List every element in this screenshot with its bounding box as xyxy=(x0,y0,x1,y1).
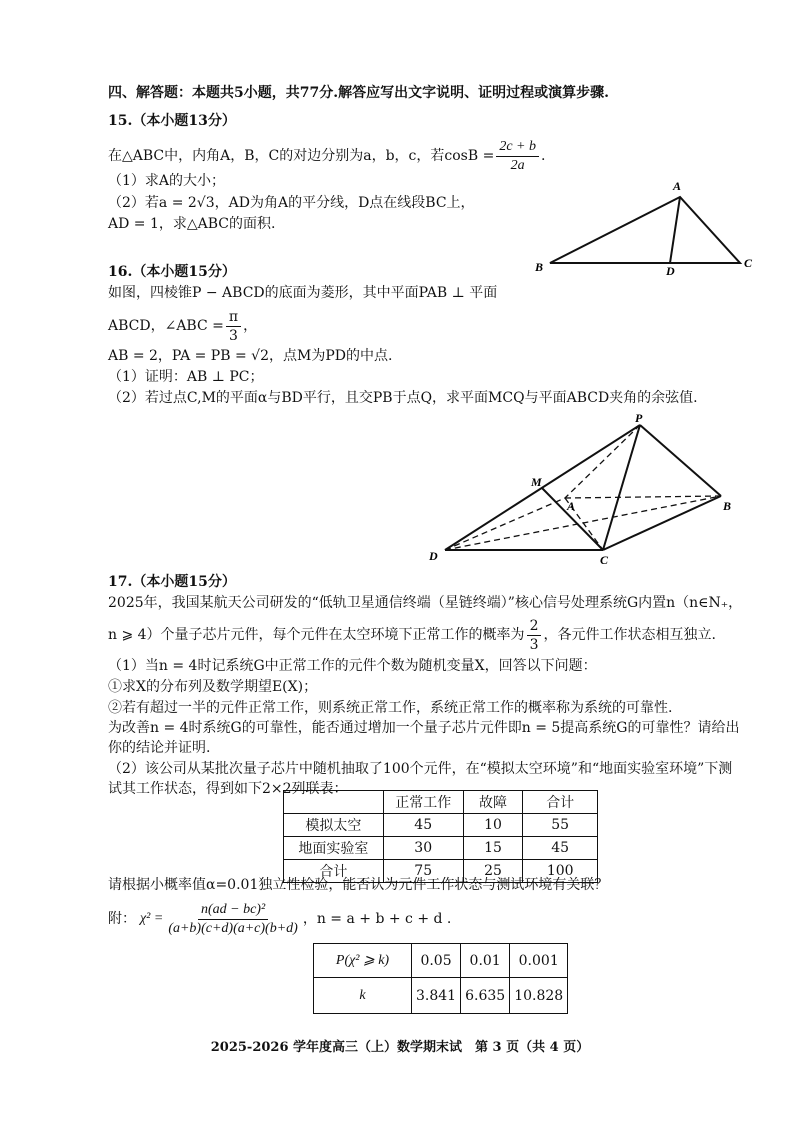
q15-cos-fraction xyxy=(496,138,539,175)
q16-line3: AB = 2，PA = PB = √2，点M为PD的中点. xyxy=(108,348,393,364)
label-d: D xyxy=(666,264,675,275)
q17-line1: 2025年，我国某航天公司研发的“低轨卫星通信终端（星链终端）”核心信号处理系统G内置n（n∈N₊， xyxy=(108,595,743,611)
edge-cb xyxy=(603,496,721,550)
label-a: A xyxy=(567,499,576,513)
table-row xyxy=(284,814,598,837)
table-header-row xyxy=(284,791,598,814)
q15-part2-line1: （2）若a = 2√3，AD为角A的平分线，D点在线段BC上， xyxy=(108,195,475,211)
bisector-ad xyxy=(670,197,680,263)
q15-triangle-figure xyxy=(530,175,780,275)
q16-line2-end: ， xyxy=(243,318,258,334)
table-cell: 15 xyxy=(463,837,523,860)
label-a: A xyxy=(673,179,682,193)
q17-sub2: ②若有超过一半的元件正常工作，则系统正常工作，系统正常工作的概率称为系统的可靠性. xyxy=(108,700,673,716)
q15-title: 15.（本小题13分） xyxy=(108,113,236,129)
table-cell: 75 xyxy=(383,860,463,883)
label-c: C xyxy=(600,553,609,567)
table-cell: 10 xyxy=(463,814,523,837)
q17-line2 xyxy=(108,613,716,657)
q16-part1: （1）证明：AB ⊥ PC； xyxy=(108,369,264,385)
q16-line2 xyxy=(108,304,257,348)
table-cell: 100 xyxy=(523,860,598,883)
q15-statement-text: 在△ABC中，内角A，B，C的对边分别为a，b，c，若cosB = xyxy=(108,148,495,164)
q17-title: 17.（本小题15分） xyxy=(108,574,236,590)
edge-ab xyxy=(565,496,721,498)
q16-title: 16.（本小题15分） xyxy=(108,264,236,280)
q16-part2: （2）若过点C,M的平面α与BD平行，且交PB于点Q，求平面MCQ与平面ABCD夹角的余弦值. xyxy=(108,390,698,406)
q15-cos-denominator: 2a xyxy=(510,157,525,173)
q17-line2-end: ，各元件工作状态相互独立. xyxy=(543,627,716,643)
chi-critical-table xyxy=(313,943,568,1014)
q17-part2-line1: （2）该公司从某批次量子芯片中随机抽取了100个元件，在“模拟太空环境”和“地面实验室环境”下测 xyxy=(108,761,733,777)
label-d: D xyxy=(429,549,438,563)
table-row xyxy=(284,837,598,860)
q17-sub2-line2: 为改善n = 4时系统G的可靠性，能否通过增加一个量子芯片元件即n = 5提高系统G的可靠性？请给出 xyxy=(108,720,740,736)
chi-k-value: 10.828 xyxy=(510,978,568,1014)
q17-prob-fraction xyxy=(527,617,542,654)
label-c: C xyxy=(744,256,753,270)
q16-line2-text: ABCD，∠ABC = xyxy=(108,318,224,334)
label-b: B xyxy=(535,260,544,274)
q15-cos-numerator: 2c + b xyxy=(496,138,539,157)
edge-da xyxy=(445,498,565,550)
chi-p-value: 0.001 xyxy=(510,944,568,978)
label-p: P xyxy=(635,411,643,425)
edge-pd xyxy=(445,425,640,550)
chi-lhs: χ² = xyxy=(140,911,164,926)
n-definition: ，n = a + b + c + d . xyxy=(302,911,452,927)
table-header-cell: 故障 xyxy=(463,791,523,814)
q17-sub2-line3: 你的结论并证明. xyxy=(108,740,211,756)
table-cell: 55 xyxy=(523,814,598,837)
q15-part1: （1）求A的大小； xyxy=(108,173,226,189)
table-cell: 地面实验室 xyxy=(284,837,384,860)
table-cell: 45 xyxy=(523,837,598,860)
q17-line2-text: n ⩾ 4）个量子芯片元件，每个元件在太空环境下正常工作的概率为 xyxy=(108,627,525,643)
triangle-abc xyxy=(550,197,740,263)
edge-pb xyxy=(640,425,721,496)
table-header-cell: 正常工作 xyxy=(383,791,463,814)
chi-fraction xyxy=(165,901,301,938)
table-cell: 45 xyxy=(383,814,463,837)
page-footer: 2025-2026 学年度高三（上）数学期末试 第 3 页（共 4 页） xyxy=(210,1040,590,1055)
chi-denominator: (a+b)(c+d)(a+c)(b+d) xyxy=(168,920,298,936)
table-cell: 25 xyxy=(463,860,523,883)
appendix-label: 附： xyxy=(108,911,136,927)
chi-square-formula xyxy=(108,896,451,942)
q16-pyramid-figure xyxy=(425,410,745,570)
segment-mc xyxy=(542,488,603,550)
table-header-cell: 合计 xyxy=(523,791,598,814)
q15-part2-line2: AD = 1，求△ABC的面积. xyxy=(108,216,276,232)
q17-prob-numerator: 2 xyxy=(527,617,542,636)
q16-angle-fraction xyxy=(226,308,241,345)
edge-pc xyxy=(603,425,640,550)
q17-part2-line2: 试其工作状态，得到如下2×2列联表： xyxy=(108,781,348,797)
contingency-table xyxy=(283,790,598,883)
q17-sub1: ①求X的分布列及数学期望E(X)； xyxy=(108,679,318,695)
chi-numerator: n(ad − bc)² xyxy=(198,901,268,920)
table-cell: 模拟太空 xyxy=(284,814,384,837)
q16-angle-numerator: π xyxy=(226,308,241,327)
q15-statement-end: . xyxy=(541,148,546,164)
chi-row1-label: P(χ² ⩾ k) xyxy=(314,944,412,978)
chi-row2-label: k xyxy=(314,978,412,1014)
chi-k-value: 6.635 xyxy=(461,978,510,1014)
q17-after-table: 请根据小概率值α=0.01独立性检验，能否认为元件工作状态与测试环境有关联？ xyxy=(108,877,609,893)
chi-k-value: 3.841 xyxy=(412,978,461,1014)
label-m: M xyxy=(531,475,542,489)
section-header: 四、解答题：本题共5小题，共77分.解答应写出文字说明、证明过程或演算步骤. xyxy=(108,85,609,101)
q16-angle-denominator: 3 xyxy=(229,327,238,344)
label-b: B xyxy=(723,499,732,513)
table-header-cell xyxy=(284,791,384,814)
table-cell: 30 xyxy=(383,837,463,860)
q16-line1: 如图，四棱锥P − ABCD的底面为菱形，其中平面PAB ⊥ 平面 xyxy=(108,285,498,301)
chi-table-row xyxy=(314,944,568,978)
chi-table-row xyxy=(314,978,568,1014)
chi-p-value: 0.05 xyxy=(412,944,461,978)
q17-part1-intro: （1）当n = 4时记系统G中正常工作的元件个数为随机变量X，回答以下问题： xyxy=(108,658,597,674)
table-cell: 合计 xyxy=(284,860,384,883)
q17-prob-denominator: 3 xyxy=(529,636,539,653)
chi-p-value: 0.01 xyxy=(461,944,510,978)
